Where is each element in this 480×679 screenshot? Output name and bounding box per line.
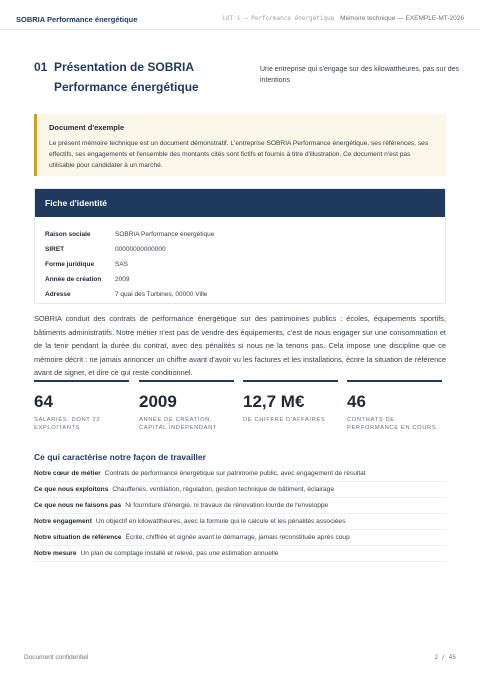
approach-table [34, 466, 446, 562]
section-title: Présentation de SOBRIA Performance énergétique [54, 60, 199, 94]
approach-value: Chaufferies, ventilation, régulation, gestion technique de bâtiment, éclairage [112, 486, 335, 493]
approach-label: Ce que nous ne faisons pas [34, 502, 122, 509]
stat-value: 46 [347, 392, 366, 411]
page-header [0, 0, 480, 30]
header-doc-info [222, 15, 464, 22]
stat-label: ANNÉE DE CRÉATION, CAPITAL INDÉPENDANT [139, 417, 218, 431]
approach-row [34, 546, 446, 562]
approach-row [34, 530, 446, 546]
intro-paragraph: SOBRIA conduit des contrats de performance énergétique sur des patrimoines publics : écoles, équipements sportifs, bâtiments administratifs. Notre métier n'est pas de vendre des équipements, c'est de nous engager sur une consommation et de la tenir pendant la durée du contrat, avec des pénalités si nous ne la tenons pas. Cela impose une discipline que ce mémoire décrit : ne jamais annoncer un chiffre avant d'avoir vu les factures et les installations, écrire la situation de référence avant de signer, et dire ce qui reste conditionnel. [34, 314, 446, 377]
approach-label: Notre cœur de métier [34, 470, 101, 477]
header-brand: SOBRIA Performance énergétique [16, 15, 138, 24]
identity-row [45, 227, 435, 242]
identity-value: 2009 [115, 276, 130, 283]
identity-row [45, 287, 435, 302]
identity-card [34, 188, 446, 304]
page-footer [24, 654, 456, 666]
identity-row [45, 272, 435, 287]
approach-title: Ce qui caractérise notre façon de travailler [34, 452, 206, 462]
stat-value: 64 [34, 392, 53, 411]
approach-row [34, 466, 446, 482]
approach-row [34, 482, 446, 498]
approach-label: Ce que nous exploitons [34, 486, 109, 493]
section-heading [34, 60, 460, 100]
stat-block [34, 380, 129, 432]
section-tagline: Une entreprise qui s'engage sur des kilowattheures, pas sur des intentions [260, 66, 460, 84]
approach-label: Notre situation de référence [34, 534, 122, 541]
approach-value: Ni fourniture d'énergie, ni travaux de rénovation lourde de l'enveloppe [125, 502, 329, 509]
identity-label: Année de création [45, 276, 102, 283]
approach-value: Contrats de performance énergétique sur patrimoine public, avec engagement de résultat [104, 470, 366, 477]
identity-value: 7 quai des Turbines, 00000 Ville [115, 291, 208, 298]
approach-value: Un plan de comptage installé et relevé, pas une estimation annuelle [80, 550, 279, 557]
identity-value: SOBRIA Performance énergétique [115, 231, 215, 238]
identity-value: 00000000000000 [115, 246, 166, 253]
approach-value: Un objectif en kilowattheures, avec la formule qui le calcule et les pénalités associées [95, 518, 346, 525]
page-number: 2 / 45 [434, 654, 456, 661]
footer-confidential: Document confidentiel [24, 654, 89, 661]
identity-value: SAS [115, 261, 129, 268]
identity-row [45, 257, 435, 272]
stat-value: 2009 [139, 392, 177, 411]
stat-block [139, 380, 234, 432]
identity-label: Adresse [45, 291, 71, 298]
stat-value: 12,7 M€ [243, 392, 305, 411]
example-notice [34, 114, 446, 176]
approach-row [34, 498, 446, 514]
approach-label: Notre engagement [34, 518, 92, 525]
identity-label: Raison sociale [45, 231, 91, 238]
section-number: 01 [34, 60, 48, 74]
header-doc-ref: Mémoire technique — EXEMPLE-MT-2026 [340, 15, 464, 22]
stat-block [243, 380, 338, 424]
approach-label: Notre mesure [34, 550, 77, 557]
identity-row [45, 242, 435, 257]
stat-label: CONTRATS DE PERFORMANCE EN COURS [347, 417, 437, 431]
approach-row [34, 514, 446, 530]
header-lot: LOT 1 — Performance énergétique [222, 15, 335, 22]
identity-label: Forme juridique [45, 261, 95, 268]
key-figures [34, 380, 446, 440]
notice-title: Document d'exemple [49, 123, 125, 132]
notice-text: Le présent mémoire technique est un document démonstratif. L'entreprise SOBRIA Performance énergétique, ses références, ses effectifs, ses engagements et l'ensemble des montants cités sont fictifs et fournis à titre d'illustration. Ce document n'est pas utilisable pour candidater à un marché. [49, 140, 429, 169]
stat-label: SALARIÉS, DONT 22 EXPLOITANTS [34, 417, 101, 431]
approach-value: Écrite, chiffrée et signée avant le démarrage, jamais reconstituée après coup [125, 534, 350, 541]
stat-label: DE CHIFFRE D'AFFAIRES [243, 417, 326, 423]
identity-label: SIRET [45, 246, 65, 253]
stat-block [347, 380, 442, 432]
identity-card-title: Fiche d'identité [35, 189, 445, 217]
